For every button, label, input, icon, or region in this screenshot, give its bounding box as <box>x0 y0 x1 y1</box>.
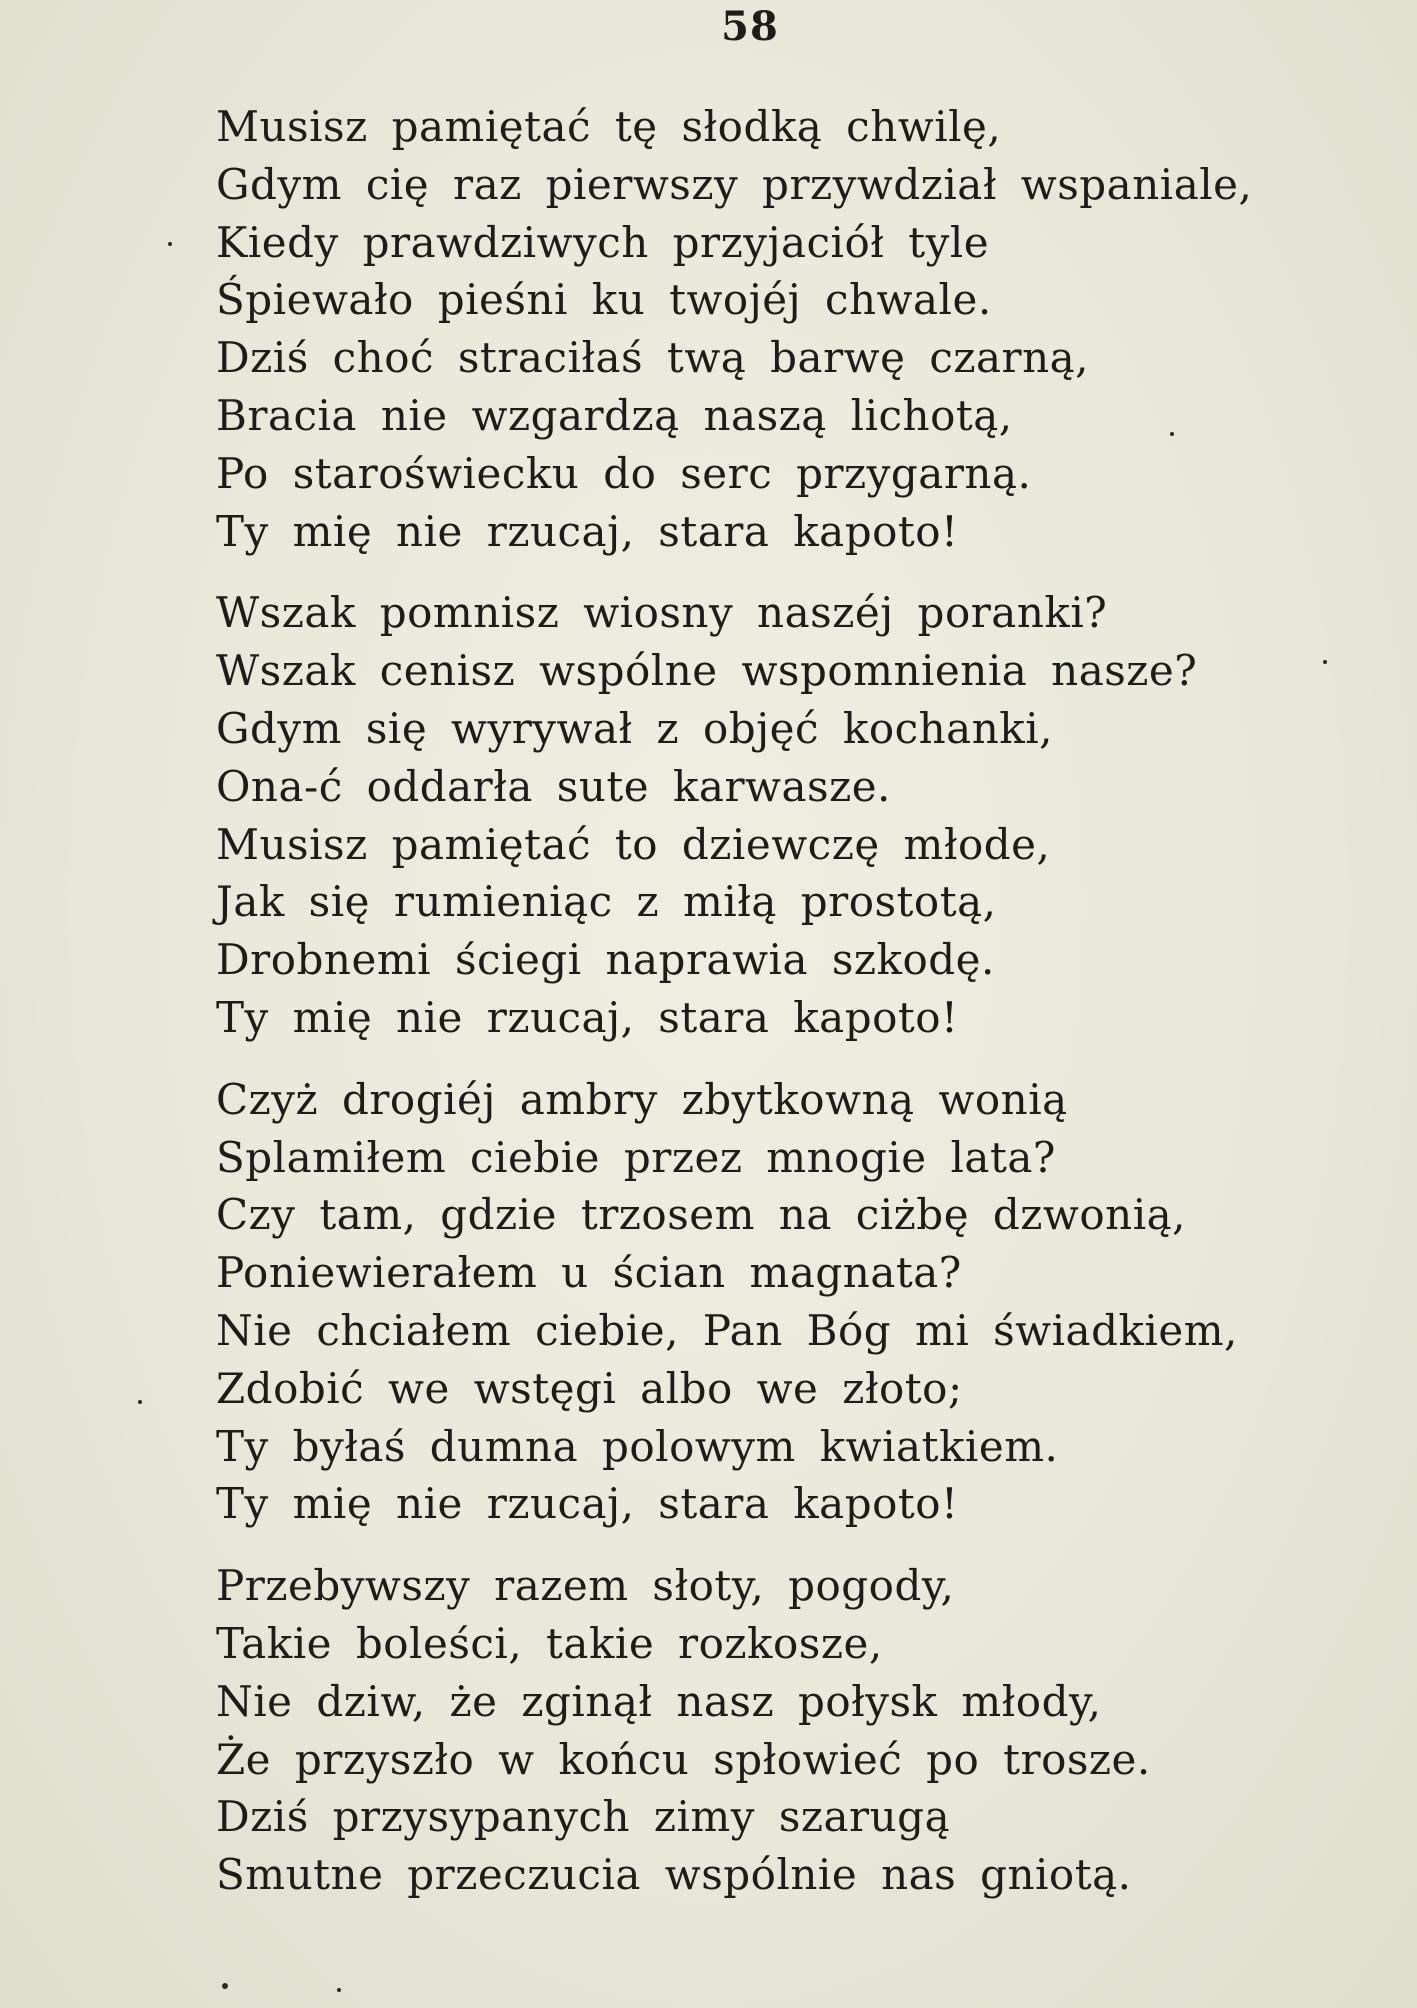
print-speck <box>222 1983 228 1989</box>
verse-line: Dziś choć straciłaś twą barwę czarną, <box>216 333 1090 383</box>
verse-line: Splamiłem ciebie przez mnogie lata? <box>216 1132 1056 1182</box>
verse-line: Poniewierałem u ścian magnata? <box>216 1248 962 1298</box>
verse-line: Ty byłaś dumna polowym kwiatkiem. <box>216 1421 1059 1471</box>
verse-line: Smutne przeczucia wspólnie nas gniotą. <box>216 1850 1132 1900</box>
verse-line: Czy tam, gdzie trzosem na ciżbę dzwonią, <box>216 1190 1187 1240</box>
verse-line: Przebywszy razem słoty, pogody, <box>216 1561 955 1611</box>
print-speck <box>138 1400 142 1404</box>
refrain-line: Ty mię nie rzucaj, stara kapoto! <box>216 992 959 1042</box>
verse-line: Wszak cenisz wspólne wspomnienia nasze? <box>216 646 1198 696</box>
verse-line: Nie dziw, że zginął nasz połysk młody, <box>216 1676 1102 1726</box>
verse-line: Dziś przysypanych zimy szarugą <box>216 1792 951 1842</box>
verse-line: Musisz pamiętać tę słodką chwilę, <box>216 102 1002 151</box>
verse-line: Drobnemi ściegi naprawia szkodę. <box>216 935 995 985</box>
verse-line: Gdym cię raz pierwszy przywdział wspaniale, <box>216 159 1253 209</box>
stanza-4 <box>216 1557 1366 1904</box>
verse-line: Czyż drogiéj ambry zbytkowną wonią <box>216 1074 1068 1124</box>
verse-line: Wszak pomnisz wiosny naszéj poranki? <box>216 588 1108 638</box>
print-speck <box>168 242 172 246</box>
verse-line: Musisz pamiętać to dziewczę młode, <box>216 819 1051 869</box>
stanza-3 <box>216 1071 1366 1533</box>
refrain-line: Ty mię nie rzucaj, stara kapoto! <box>216 1479 959 1529</box>
verse-line: Takie boleści, takie rozkosze, <box>216 1618 883 1668</box>
refrain-line: Ty mię nie rzucaj, stara kapoto! <box>216 506 959 556</box>
verse-line: Zdobić we wstęgi albo we złoto; <box>216 1363 963 1413</box>
stanza-2 <box>216 584 1366 1046</box>
stanza-1 <box>216 98 1366 560</box>
poem <box>216 98 1366 1928</box>
verse-line: Nie chciałem ciebie, Pan Bóg mi świadkiem, <box>216 1305 1238 1355</box>
verse-line: Że przyszło w końcu spłowieć po trosze. <box>216 1734 1151 1784</box>
print-speck <box>1170 432 1174 436</box>
verse-line: Ona-ć oddarła sute karwasze. <box>216 761 891 811</box>
verse-line: Jak się rumieniąc z miłą prostotą, <box>216 877 997 927</box>
print-speck <box>337 1988 341 1992</box>
print-speck <box>1323 660 1327 664</box>
verse-line: Po staroświecku do serc przygarną. <box>216 448 1032 498</box>
verse-line: Bracia nie wzgardzą naszą lichotą, <box>216 390 1013 440</box>
verse-line: Gdym się wyrywał z objęć kochanki, <box>216 703 1054 753</box>
verse-line: Śpiewało pieśni ku twojéj chwale. <box>216 275 992 325</box>
verse-line: Kiedy prawdziwych przyjaciół tyle <box>216 217 990 267</box>
page-number: 58 <box>721 3 779 50</box>
